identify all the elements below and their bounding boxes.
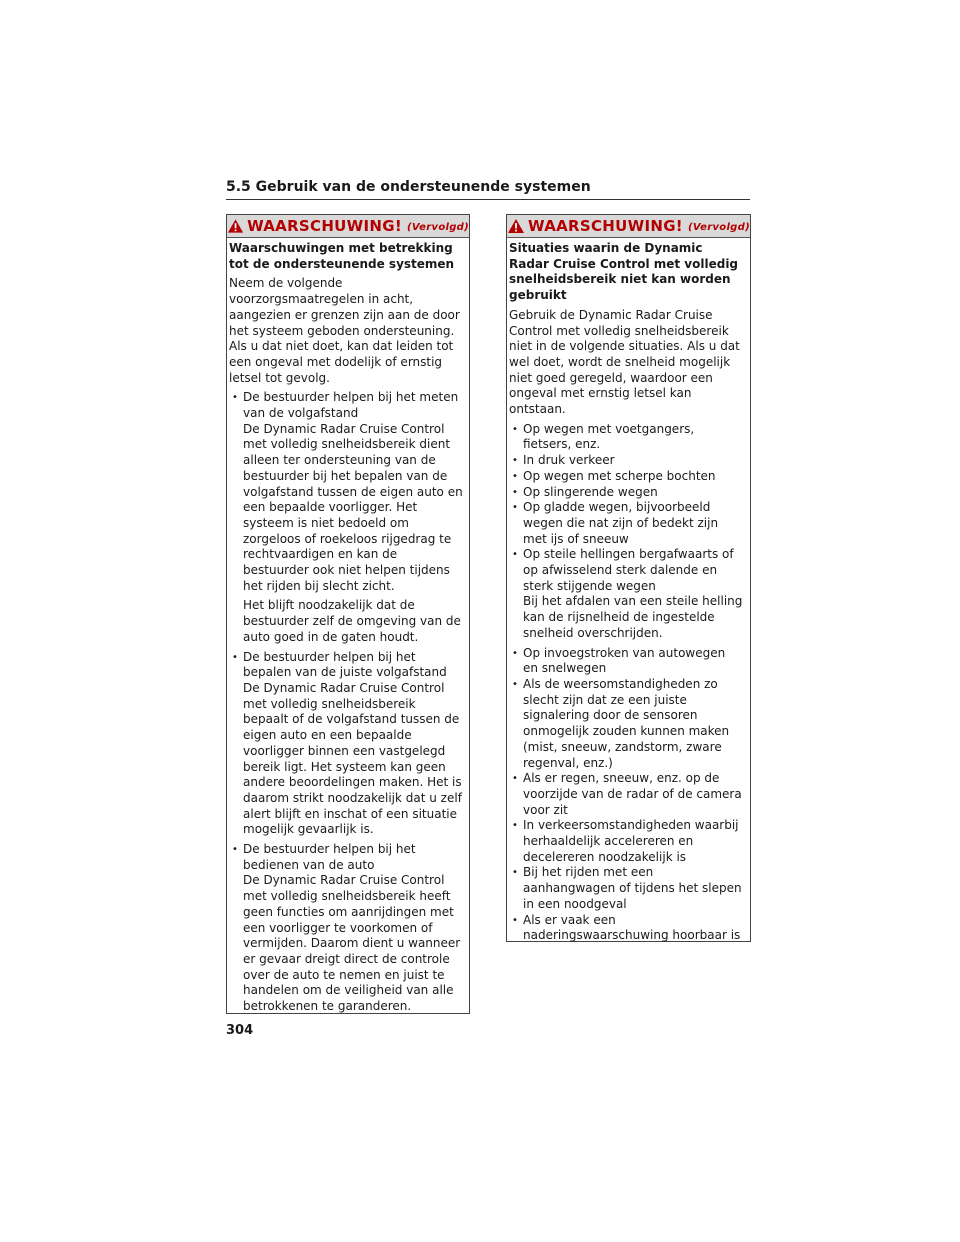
bullet-detail: Het blijft noodzakelijk dat de bestuurder zelf de omgeving van de auto goed in de gaten houdt.	[243, 598, 461, 644]
warning-triangle-icon	[507, 218, 525, 234]
continued-label: (Vervolgd)	[407, 222, 469, 233]
section-title: 5.5 Gebruik van de ondersteunende systemen	[226, 179, 591, 195]
bullet-detail: De Dynamic Radar Cruise Control met volledig snelheidsbereik heeft geen functies om aanrijdingen met een voorligger te voorkomen of vermijden. Daarom dient u wanneer er gevaar dreigt direct de controle over de auto te nemen en juist te handelen om de veiligheid van alle betrokkenen te garanderen.	[243, 873, 461, 1014]
bullet-item: • Bij het rijden met een aanhangwagen of tijdens het slepen in een noodgeval	[509, 865, 744, 912]
bullet-item: • De bestuurder helpen bij het bedienen van de auto	[229, 842, 463, 873]
section-header	[226, 179, 750, 200]
warning-intro: Neem de volgende voorzorgsmaatregelen in acht, aangezien er grenzen zijn aan de door het systeem geboden ondersteuning. Als u dat niet doet, kan dat leiden tot een ongeval met dodelijk of ernstig letsel tot gevolg.	[229, 276, 460, 385]
warning-body	[227, 238, 469, 1015]
bullet-item: • In verkeersomstandigheden waarbij herhaaldelijk accelereren en decelereren noodzakelijk is	[509, 818, 744, 865]
bullet-item: • Op invoegstroken van autowegen en snelwegen	[509, 646, 744, 677]
warning-triangle-icon	[227, 218, 244, 234]
warning-intro: Gebruik de Dynamic Radar Cruise Control met volledig snelheidsbereik niet in de volgende situaties. Als u dat wel doet, wordt de snelheid mogelijk niet goed geregeld, waardoor een ongeval met ernstig letsel kan ontstaan.	[509, 307, 740, 417]
warning-box-left	[226, 214, 470, 1014]
warning-heading: Waarschuwingen met betrekking tot de ondersteunende systemen	[229, 241, 455, 271]
bullet-item: • Als de weersomstandigheden zo slecht zijn dat ze een juiste signalering door de sensoren onmogelijk zouden kunnen maken (mist, sneeuw, zandstorm, zware regenval, enz.)	[509, 677, 744, 771]
warning-label: WAARSCHUWING!	[247, 217, 402, 235]
bullet-item: • Op slingerende wegen	[509, 485, 744, 501]
bullet-detail: De Dynamic Radar Cruise Control met volledig snelheidsbereik bepaalt of de volgafstand tussen de eigen auto en een bepaalde voorligger binnen een vastgelegd bereik ligt. Het systeem kan geen andere beoordelingen maken. Het is daarom strikt noodzakelijk dat u zelf alert blijft en inschat of een situatie mogelijk gevaarlijk is.	[243, 680, 462, 837]
warning-label: WAARSCHUWING!	[528, 217, 683, 235]
bullet-detail: Bij het afdalen van een steile helling kan de rijsnelheid de ingestelde snelheid overschrijden.	[523, 594, 743, 640]
warning-header	[227, 215, 469, 238]
page-number: 304	[226, 1023, 254, 1038]
bullet-detail: De Dynamic Radar Cruise Control met volledig snelheidsbereik dient alleen ter ondersteuning van de bestuurder bij het bepalen van de volgafstand tussen de eigen auto en een bepaalde voorligger. Het systeem is niet bedoeld om zorgeloos of roekeloos rijgedrag te rechtvaardigen en kan de bestuurder ook niet helpen tijdens het rijden bij slecht zicht.	[243, 421, 463, 593]
warning-header	[507, 215, 750, 238]
bullet-item: • Op steile hellingen bergafwaarts of op afwisselend sterk dalende en sterk stijgende wegen	[509, 547, 744, 594]
bullet-item: • De bestuurder helpen bij het bepalen van de juiste volgafstand	[229, 650, 463, 681]
continued-label: (Vervolgd)	[687, 222, 750, 233]
warning-heading: Situaties waarin de Dynamic Radar Cruise Control met volledig snelheidsbereik niet kan worden gebruikt	[509, 241, 739, 303]
bullet-item: • Op wegen met voetgangers, fietsers, enz.	[509, 422, 744, 453]
bullet-item: • In druk verkeer	[509, 453, 744, 469]
warning-box-right	[506, 214, 751, 942]
bullet-item: • Als er regen, sneeuw, enz. op de voorzijde van de radar of de camera voor zit	[509, 771, 744, 818]
bullet-item: • De bestuurder helpen bij het meten van de volgafstand	[229, 390, 463, 421]
bullet-item: • Op wegen met scherpe bochten	[509, 469, 744, 485]
warning-body	[507, 238, 750, 944]
bullet-item: • Als er vaak een naderingswaarschuwing hoorbaar is	[509, 913, 744, 944]
bullet-item: • Op gladde wegen, bijvoorbeeld wegen die nat zijn of bedekt zijn met ijs of sneeuw	[509, 500, 744, 547]
